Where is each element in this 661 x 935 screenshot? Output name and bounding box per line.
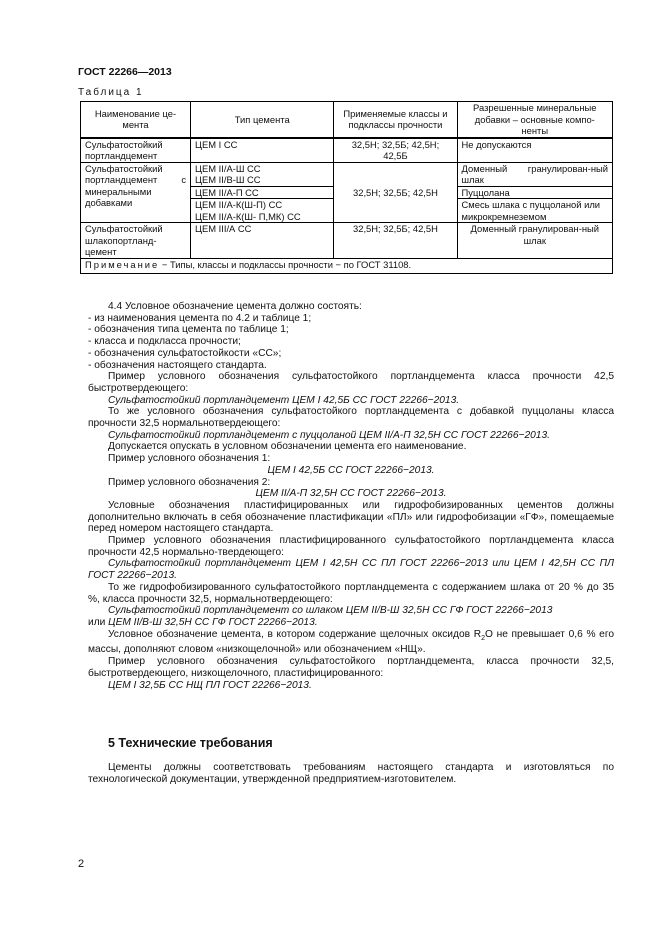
example: Сульфатостойкий портландцемент ЦЕМ I 42,5Н СС ПЛ ГОСТ 22266−2013 или ЦЕМ I 42,5Н СС ПЛ ГОСТ 22266−2013. [88,558,614,582]
example: Сульфатостойкий портландцемент с пуццоланой ЦЕМ II/А-П 32,5Н СС ГОСТ 22266−2013. [108,429,550,441]
col-header-additives: Разрешенные минеральные добавки – основные компо-ненты [457,102,612,138]
table-row [81,138,613,163]
paragraph: Пример условного обозначения 2: [108,476,271,488]
paragraph: Условные обозначения пластифицированных или гидрофобизированных цементов должны дополнительно включать в себя обозначение пластификации «ПЛ» или гидрофобизации «ГФ», помещаемые перед номером настоящего стандарта. [88,499,614,535]
paragraph: 4.4 Условное обозначение цемента должно состоять: [108,301,362,312]
paragraph [88,629,614,656]
cement-type-item: ЦЕМ II/В-Ш СС [191,174,333,187]
list-item: - обозначения сульфатостойкости «СС»; [88,347,282,359]
table-note [81,258,613,273]
table-row [81,162,613,223]
cement-types-table [80,101,613,274]
cell-cement-name: Сульфатостойкий шлакопортланд-цемент [81,223,191,259]
additive-item: Пуццолана [458,187,612,200]
paragraph: Пример условного обозначения 1: [108,453,271,465]
section-title: 5 Технические требования [108,736,273,750]
paragraph: Пример условного обозначения сульфатостойкого портландцемента класса прочности 42,5 быстротвердеющего: [88,371,614,394]
list-item: - обозначения типа цемента по таблице 1; [88,324,289,336]
subscript: 2 [481,634,485,642]
cell-cement-type: ЦЕМ III/А СС [191,223,334,259]
cell-strength-classes: 32,5Н; 32,5Б; 42,5Н [334,223,457,259]
list-item: - обозначения настоящего стандарта. [88,359,267,371]
paragraph: То же гидрофобизированного сульфатостойкого портландцемента с содержанием шлака от 20 % до 35 %, класса прочности 32,5, нормальнотвердеющего: [88,581,614,605]
cement-type-item: ЦЕМ II/А-К(Ш- П,МК) СС [195,210,301,222]
table-row [81,223,613,259]
cell-additives: Доменный гранулирован-ный шлак [457,223,612,259]
cell-cement-name [81,162,191,223]
paragraph: Пример условного обозначения пластифицированного сульфатостойкого портландцемента класса прочности 42,5 нормально-твердеющего: [88,535,614,558]
note-label: Примечание [85,258,160,270]
cell-cement-name: Сульфатостойкий портландцемент [81,138,191,163]
paragraph: Допускается опускать в условном обозначении цемента его наименование. [108,441,467,453]
table-caption: Таблица 1 [78,87,144,98]
cell-cement-name-text: Сульфатостойкий портландцемент с минеральными добавками [85,162,187,208]
example-text: ЦЕМ II/В-Ш 32,5Н СС ГФ ГОСТ 22266−2013. [108,616,318,628]
cell-strength-classes: 32,5Н; 32,5Б; 42,5Н; 42,5Б [334,138,457,163]
paragraph: То же условного обозначения сульфатостойкого портландцемента с добавкой пуццоланы класса прочности 32,5 нормальнотвердеющего: [88,406,614,430]
example: ЦЕМ I 32,5Б СС НЩ ПЛ ГОСТ 22266−2013. [108,679,312,691]
cell-strength-classes: 32,5Н; 32,5Б; 42,5Н [334,162,457,223]
section-4-4 [88,301,614,691]
cement-type-item: ЦЕМ II/А-Ш СС [195,162,261,174]
list-item: - класса и подкласса прочности; [88,336,241,348]
col-header-classes: Применяемые классы и подклассы прочности [334,102,457,138]
example: ЦЕМ I 42,5Б СС ГОСТ 22266−2013. [267,464,435,476]
example-prefix: или [88,616,109,628]
example: ЦЕМ II/А-П 32,5Н СС ГОСТ 22266−2013. [255,488,447,500]
col-header-name: Наименование це-мента [81,102,191,138]
additive-item: Доменный гранулирован-ный шлак [458,163,612,187]
additive-item: Смесь шлака с пуццоланой или микрокремнеземом [461,199,601,222]
list-item: - из наименования цемента по 4.2 и таблице 1; [88,312,312,324]
cement-type-item: ЦЕМ II/А-К(Ш-П) СС [195,199,283,210]
table-note-row [81,258,613,273]
cell-cement-type: ЦЕМ I СС [191,138,334,163]
col-header-type: Тип цемента [191,102,334,138]
paragraph: Пример условного обозначения сульфатостойкого портландцемента, класса прочности 32,5, быстротвердеющего, низкощелочного, пластифицированного: [88,656,614,679]
table-header-row [81,102,613,138]
example: Сульфатостойкий портландцемент со шлаком ЦЕМ II/В-Ш 32,5Н СС ГФ ГОСТ 22266−2013 [108,605,553,617]
example [88,617,614,629]
cell-additives: Не допускаются [457,138,612,163]
paragraph-part: Условное обозначение цемента, в котором содержание щелочных оксидов R [108,628,482,640]
section-5-text: Цементы должны соответствовать требованиям настоящего стандарта и изготовляться по технологической документации, утвержденной предприятием-изготовителем. [88,762,614,785]
paragraph-part: O не превышает 0,6 % его массы, дополняют словом «низкощелочной» или обозначением «НЩ». [88,628,615,656]
cement-type-item: ЦЕМ II/А-П СС [191,187,333,200]
cell-additives [457,162,612,223]
example: Сульфатостойкий портландцемент ЦЕМ I 42,5Б СС ГОСТ 22266−2013. [108,394,460,406]
note-text: − Типы, классы и подклассы прочности − по ГОСТ 31108. [159,258,412,270]
page-number: 2 [78,858,85,870]
cell-cement-types [191,162,334,223]
standard-header: ГОСТ 22266—2013 [78,66,172,78]
